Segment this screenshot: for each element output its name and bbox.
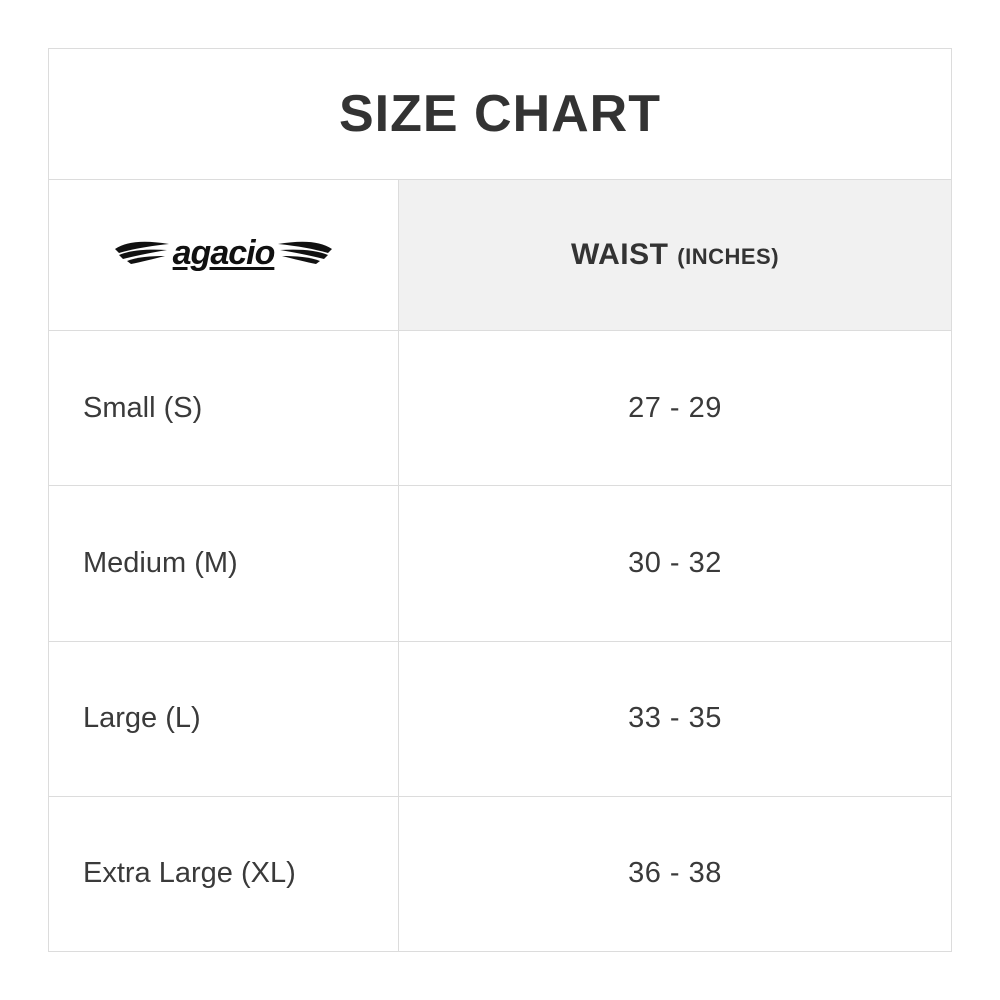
waist-cell [399,331,951,485]
wing-left-icon [113,236,171,271]
page-title: SIZE CHART [339,85,661,143]
waist-value: 36 - 38 [628,857,722,890]
wing-right-icon [276,236,334,271]
table-header-row [49,180,951,331]
size-label: Medium (M) [83,546,238,579]
brand-logo [113,234,335,273]
size-cell [49,331,399,485]
brand-name: agacio [172,233,275,272]
waist-header-label [571,238,779,272]
table-row [49,486,951,641]
table-row [49,642,951,797]
table-row [49,797,951,951]
size-cell [49,486,399,640]
waist-value: 33 - 35 [628,702,722,735]
size-label: Extra Large (XL) [83,857,296,890]
size-label: Small (S) [83,391,203,424]
waist-value: 27 - 29 [628,391,722,424]
size-cell [49,797,399,951]
waist-header-cell [399,180,951,330]
chart-title-row [49,49,951,180]
brand-cell [49,180,399,330]
size-cell [49,642,399,796]
waist-cell [399,486,951,640]
waist-value: 30 - 32 [628,546,722,579]
size-chart-table [48,48,952,952]
size-label: Large (L) [83,702,201,735]
waist-header-text: WAIST [570,238,669,271]
table-row [49,331,951,486]
waist-header-units: (INCHES) [677,244,780,269]
waist-cell [399,642,951,796]
waist-cell [399,797,951,951]
